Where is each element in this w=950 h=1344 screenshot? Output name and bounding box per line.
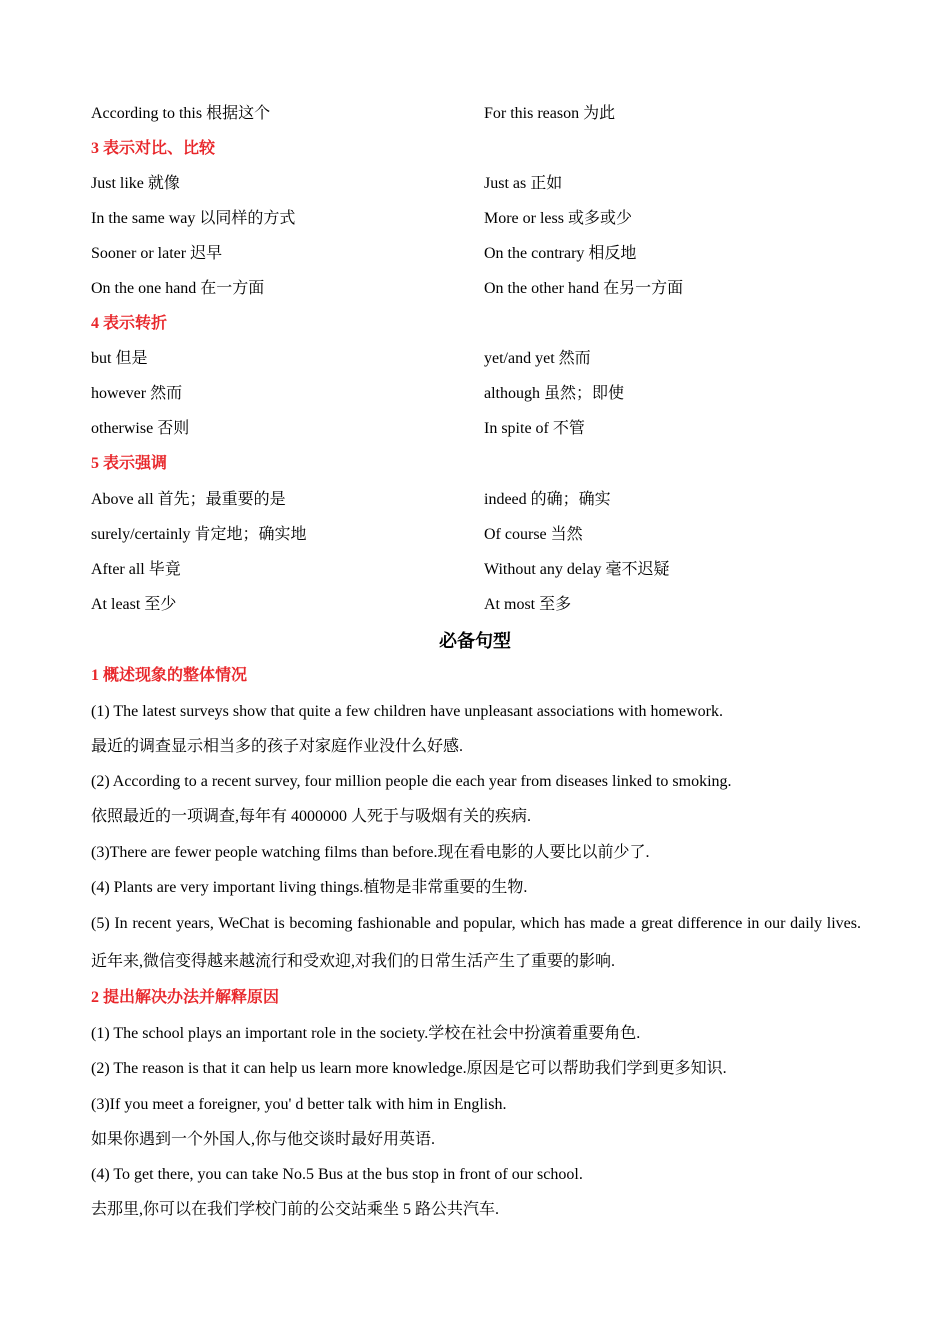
phrase-right: Just as 正如 [484,175,563,192]
phrase-row [91,102,871,126]
sentence-paragraph: (5) In recent years, WeChat is becoming fashionable and popular, which has made a great difference in our daily lives. 近年来,微信变得越来越流行和受欢迎,对我们的日常生活产生了重要的影响. [91,915,861,970]
phrase-right: indeed 的确；确实 [484,491,611,508]
phrase-left: otherwise 否则 [91,420,190,437]
phrase-right: although 虽然；即使 [484,385,624,402]
phrase-left: After all 毕竟 [91,561,181,578]
phrase-left: Above all 首先；最重要的是 [91,491,286,508]
phrase-left: According to this 根据这个 [91,105,271,122]
phrase-row [91,523,871,547]
section-heading-contrast: 3 表示对比、比较 [91,140,216,157]
phrase-left: At least 至少 [91,596,177,613]
phrase-row [91,277,871,301]
phrase-left: Sooner or later 迟早 [91,245,223,262]
sentence: (3)There are fewer people watching films than before.现在看电影的人要比以前少了. [91,844,650,861]
phrase-right: Of course 当然 [484,526,583,543]
phrase-left: Just like 就像 [91,175,180,192]
phrase-left: however 然而 [91,385,183,402]
phrase-row [91,172,871,196]
phrase-row [91,207,871,231]
phrase-row [91,558,871,582]
phrase-left: On the one hand 在一方面 [91,280,265,297]
phrase-row [91,417,871,441]
sentence: (1) The school plays an important role in the society.学校在社会中扮演着重要角色. [91,1025,641,1042]
phrase-right: More or less 或多或少 [484,210,632,227]
subsection-heading-solutions: 2 提出解决办法并解释原因 [91,989,280,1006]
sentence-english: (3)If you meet a foreigner, you' d better talk with him in English. [91,1096,507,1113]
section-heading-transition: 4 表示转折 [91,315,168,332]
phrase-row [91,242,871,266]
sentence: (2) The reason is that it can help us learn more knowledge.原因是它可以帮助我们学到更多知识. [91,1060,727,1077]
sentence-english: (1) The latest surveys show that quite a few children have unpleasant associations with homework. [91,703,723,720]
sentence-chinese: 如果你遇到一个外国人,你与他交谈时最好用英语. [91,1131,436,1148]
phrase-right: Without any delay 毫不迟疑 [484,561,670,578]
phrase-left: In the same way 以同样的方式 [91,210,296,227]
section-heading-emphasis: 5 表示强调 [91,455,168,472]
phrase-right: On the contrary 相反地 [484,245,637,262]
sentence-chinese: 依照最近的一项调查,每年有 4000000 人死于与吸烟有关的疾病. [91,808,532,825]
phrase-left: but 但是 [91,350,148,367]
sentence: (4) Plants are very important living things.植物是非常重要的生物. [91,879,528,896]
phrase-row [91,593,871,617]
sentence-english: (4) To get there, you can take No.5 Bus at the bus stop in front of our school. [91,1166,583,1183]
phrase-row [91,382,871,406]
phrase-row [91,488,871,512]
section-title: 必备句型 [439,631,511,651]
subsection-heading-overview: 1 概述现象的整体情况 [91,667,248,684]
phrase-left: surely/certainly 肯定地；确实地 [91,526,307,543]
phrase-right: At most 至多 [484,596,572,613]
phrase-right: In spite of 不管 [484,420,585,437]
sentence-chinese: 去那里,你可以在我们学校门前的公交站乘坐 5 路公共汽车. [91,1201,500,1218]
phrase-right: For this reason 为此 [484,105,616,122]
sentence-chinese: 最近的调查显示相当多的孩子对家庭作业没什么好感. [91,738,464,755]
phrase-row [91,347,871,371]
phrase-right: yet/and yet 然而 [484,350,591,367]
phrase-right: On the other hand 在另一方面 [484,280,684,297]
sentence-english: (2) According to a recent survey, four million people die each year from diseases linked to smoking. [91,773,732,790]
